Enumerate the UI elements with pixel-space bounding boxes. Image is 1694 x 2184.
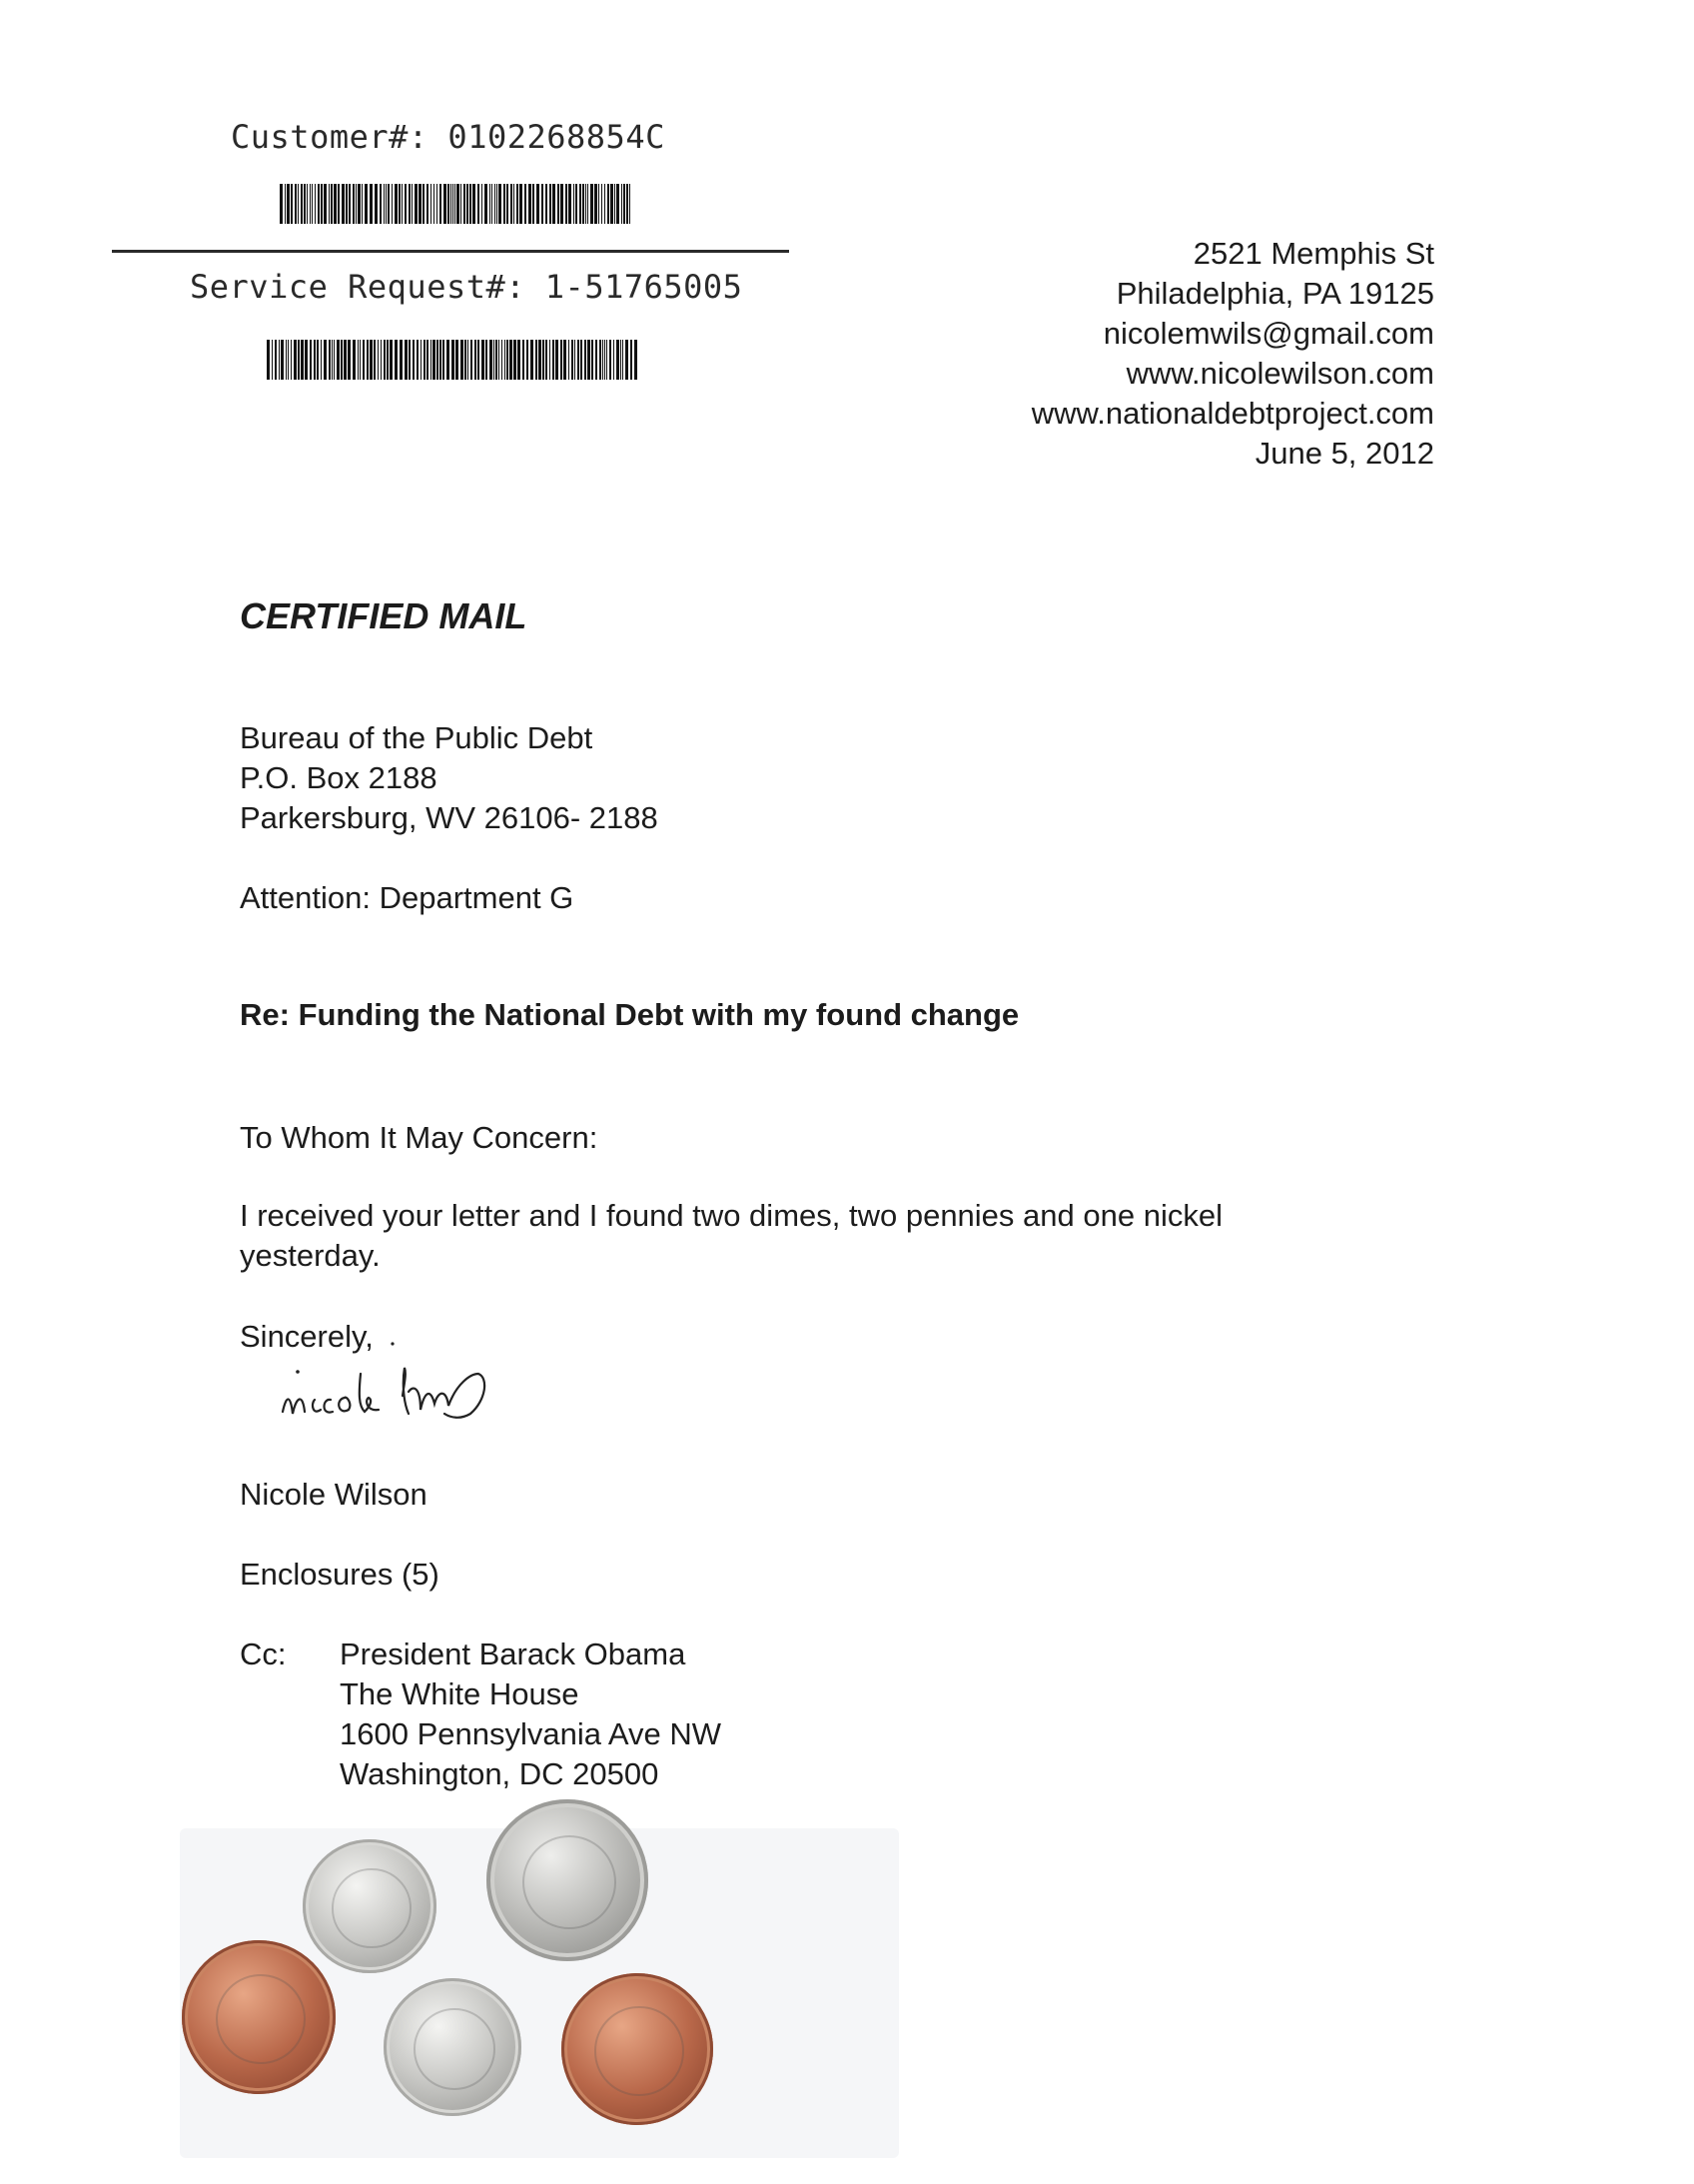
barcode-bar	[367, 340, 369, 380]
barcode-bar	[532, 184, 534, 224]
barcode-bar	[337, 340, 340, 380]
barcode-bar	[315, 184, 316, 224]
barcode-bar	[629, 184, 630, 224]
barcode-bar	[358, 184, 361, 224]
barcode-bar	[331, 184, 333, 224]
barcode-bar	[344, 340, 347, 380]
barcode-bar	[384, 340, 386, 380]
barcode-bar	[395, 184, 398, 224]
barcode-bar	[318, 184, 320, 224]
barcode-bar	[481, 184, 482, 224]
barcode-bar	[506, 340, 508, 380]
barcode-bar	[626, 184, 628, 224]
barcode-bar	[285, 184, 286, 224]
barcode-bar	[365, 184, 368, 224]
closing: Sincerely,	[240, 1319, 374, 1354]
barcode-bar	[606, 340, 607, 380]
barcode-bar	[312, 184, 313, 224]
barcode-bar	[604, 340, 605, 380]
barcode-bar	[400, 340, 403, 380]
sender-city-state-zip: Philadelphia, PA 19125	[1116, 276, 1434, 311]
barcode-bar	[625, 340, 628, 380]
barcode-bar	[305, 340, 308, 380]
barcode-bar	[362, 184, 363, 224]
barcode-bar	[575, 184, 577, 224]
barcode-bar	[509, 340, 512, 380]
barcode-bar	[447, 184, 449, 224]
barcode-bar	[374, 340, 376, 380]
barcode-bar	[571, 340, 573, 380]
barcode-bar	[524, 184, 526, 224]
sender-project-website: www.nationaldebtproject.com	[1031, 396, 1434, 431]
barcode-bar	[568, 340, 569, 380]
barcode-bar	[460, 340, 463, 380]
barcode-bar	[288, 340, 289, 380]
barcode-bar	[329, 340, 331, 380]
barcode-bar	[574, 340, 575, 380]
barcode-bar	[498, 340, 499, 380]
barcode-bar	[610, 184, 613, 224]
barcode-bar	[538, 340, 541, 380]
enclosures-line: Enclosures (5)	[240, 1557, 439, 1592]
barcode-bar	[433, 184, 434, 224]
barcode-bar	[287, 184, 290, 224]
barcode-bar	[549, 184, 551, 224]
barcode-bar	[370, 184, 373, 224]
barcode-bar	[598, 184, 599, 224]
barcode-bar	[378, 340, 379, 380]
barcode-bar	[324, 184, 327, 224]
sender-address	[1032, 234, 1434, 474]
barcode-bar	[334, 340, 335, 380]
barcode-bar	[587, 340, 590, 380]
barcode-bar	[349, 184, 351, 224]
cc-line: The White House	[340, 1676, 579, 1711]
barcode-bar	[623, 184, 625, 224]
barcode-bar	[310, 340, 312, 380]
barcode-bar	[469, 184, 471, 224]
barcode-bar	[460, 184, 461, 224]
barcode-bar	[272, 340, 273, 380]
barcode-bar	[489, 184, 490, 224]
barcode-bar	[584, 340, 586, 380]
barcode-bar	[560, 184, 563, 224]
barcode-bar	[528, 184, 531, 224]
barcode-bar	[485, 340, 487, 380]
barcode-bar	[346, 184, 348, 224]
barcode-bar	[450, 184, 451, 224]
barcode-bar	[630, 340, 632, 380]
service-label: Service Request#:	[190, 268, 526, 306]
barcode-bar	[424, 340, 425, 380]
nickel-coin	[486, 1799, 648, 1961]
barcode-bar	[360, 340, 361, 380]
barcode-bar	[381, 340, 382, 380]
barcode-bar	[307, 184, 308, 224]
barcode-bar	[321, 340, 322, 380]
barcode-bar	[415, 184, 418, 224]
barcode-bar	[436, 340, 438, 380]
barcode-bar	[620, 340, 621, 380]
sender-email: nicolemwils@gmail.com	[1103, 316, 1434, 351]
barcode-bar	[513, 184, 514, 224]
barcode-bar	[545, 184, 547, 224]
barcode-bar	[324, 340, 327, 380]
recipient-line: Bureau of the Public Debt	[240, 720, 593, 755]
barcode-bar	[481, 340, 484, 380]
barcode-bar	[456, 184, 459, 224]
barcode-bar	[348, 340, 351, 380]
barcode-bar	[413, 340, 415, 380]
barcode-bar	[281, 340, 284, 380]
cc-address	[340, 1635, 721, 1794]
barcode-bar	[275, 340, 277, 380]
barcode-bar	[595, 340, 597, 380]
barcode-bar	[496, 184, 497, 224]
barcode-bar	[587, 184, 588, 224]
barcode-bar	[555, 340, 558, 380]
barcode-bar	[504, 340, 505, 380]
barcode-bar	[443, 184, 446, 224]
barcode-bar	[599, 340, 601, 380]
barcode-bar	[535, 340, 537, 380]
barcode-bar	[375, 184, 378, 224]
barcode-bar	[353, 184, 355, 224]
barcode-bar	[405, 340, 408, 380]
barcode-bar	[353, 340, 356, 380]
barcode-bar	[565, 184, 567, 224]
barcode-bar	[454, 184, 455, 224]
barcode-bar	[541, 184, 543, 224]
service-number: 1-51765005	[544, 268, 743, 306]
barcode-bar	[392, 184, 393, 224]
service-request-line	[190, 268, 742, 306]
barcode-bar	[579, 184, 581, 224]
handwritten-signature	[275, 1334, 634, 1444]
barcode-bar	[338, 184, 340, 224]
barcode-bar	[573, 184, 574, 224]
barcode-bar	[498, 184, 501, 224]
barcode-bar	[388, 184, 390, 224]
barcode-bar	[494, 184, 495, 224]
subject-line: Re: Funding the National Debt with my found change	[240, 997, 1020, 1032]
barcode-bar	[332, 340, 333, 380]
barcode-bar	[519, 184, 522, 224]
barcode-bar	[295, 184, 297, 224]
barcode-bar	[474, 340, 476, 380]
barcode-bar	[549, 340, 550, 380]
barcode-bar	[314, 340, 316, 380]
barcode-bar	[412, 184, 413, 224]
barcode-bar	[419, 184, 422, 224]
barcode-bar	[370, 340, 373, 380]
recipient-address	[240, 718, 658, 838]
barcode-bar	[432, 340, 435, 380]
barcode-bar	[298, 184, 299, 224]
barcode-bar	[580, 340, 582, 380]
barcode-bar	[317, 340, 319, 380]
barcode-bar	[466, 184, 468, 224]
barcode-bar	[607, 184, 609, 224]
barcode-bar	[298, 340, 300, 380]
barcode-bar	[609, 340, 611, 380]
recipient-line: P.O. Box 2188	[240, 760, 437, 795]
barcode-bar	[267, 340, 270, 380]
barcode-bar	[516, 184, 518, 224]
barcode-bar	[294, 340, 297, 380]
barcode-bar	[390, 340, 393, 380]
cc-line: 1600 Pennsylvania Ave NW	[340, 1716, 721, 1751]
barcode-bar	[517, 340, 520, 380]
penny-coin	[561, 1973, 713, 2125]
signer-name: Nicole Wilson	[240, 1477, 427, 1512]
barcode-bar	[291, 340, 292, 380]
barcode-bar	[304, 184, 306, 224]
barcode-bar	[613, 340, 614, 380]
attention-line: Attention: Department G	[240, 880, 574, 915]
cc-label: Cc:	[240, 1637, 287, 1671]
barcode-bar	[582, 184, 584, 224]
barcode-bar	[395, 340, 398, 380]
barcode-bar	[291, 184, 293, 224]
barcode-bar	[594, 184, 597, 224]
barcode-bar	[442, 340, 444, 380]
barcode-bar	[526, 340, 528, 380]
barcode-bar	[464, 340, 466, 380]
barcode-bar	[310, 184, 311, 224]
barcode-bar	[405, 184, 407, 224]
barcode-bar	[452, 184, 453, 224]
barcode-bar	[430, 340, 431, 380]
barcode-bar	[417, 340, 419, 380]
barcode-bar	[503, 184, 505, 224]
barcode-bar	[399, 184, 401, 224]
cc-line: Washington, DC 20500	[340, 1756, 659, 1791]
customer-label: Customer#:	[231, 118, 428, 156]
barcode-bar	[591, 340, 593, 380]
barcode-bar	[439, 184, 441, 224]
customer-number: 0102268854C	[447, 118, 665, 156]
barcode-bar	[430, 184, 431, 224]
cc-line: President Barack Obama	[340, 1637, 686, 1671]
barcode-bar	[286, 340, 287, 380]
barcode-bar	[621, 184, 622, 224]
barcode-bar	[495, 340, 497, 380]
barcode-bar	[590, 184, 593, 224]
barcode-bar	[622, 340, 623, 380]
barcode-bar	[409, 340, 411, 380]
barcode-bar	[604, 184, 605, 224]
sender-street: 2521 Memphis St	[1193, 236, 1434, 271]
barcode-bar	[329, 184, 330, 224]
barcode-bar	[301, 340, 304, 380]
barcode-bar	[423, 184, 424, 224]
barcode-bar	[341, 340, 343, 380]
barcode-bar	[506, 184, 508, 224]
header-divider	[112, 250, 789, 253]
barcode-bar	[634, 340, 637, 380]
barcode-bar	[358, 340, 359, 380]
barcode-bar	[321, 184, 323, 224]
barcode-bar	[446, 340, 449, 380]
barcode-bar	[510, 184, 512, 224]
barcode-bar	[536, 184, 539, 224]
barcode-bar	[530, 340, 533, 380]
barcode-bar	[563, 340, 566, 380]
barcode-bar	[280, 184, 283, 224]
barcode-bar	[342, 184, 345, 224]
barcode-bar	[439, 340, 441, 380]
barcode-bar	[334, 184, 337, 224]
barcode-bar	[384, 184, 385, 224]
barcode-bar	[501, 340, 502, 380]
barcode-bar	[426, 340, 428, 380]
customer-barcode	[280, 184, 631, 224]
barcode-bar	[455, 340, 458, 380]
barcode-bar	[552, 184, 555, 224]
barcode-bar	[467, 340, 468, 380]
barcode-bar	[489, 340, 492, 380]
barcode-bar	[560, 340, 562, 380]
letter-date: June 5, 2012	[1255, 436, 1434, 471]
dime-coin	[303, 1839, 436, 1973]
certified-mail-heading: CERTIFIED MAIL	[240, 595, 527, 636]
barcode-bar	[477, 184, 479, 224]
barcode-bar	[557, 184, 559, 224]
salutation: To Whom It May Concern:	[240, 1120, 598, 1155]
barcode-bar	[568, 184, 571, 224]
barcode-bar	[472, 184, 475, 224]
dime-coin	[384, 1978, 521, 2116]
barcode-bar	[601, 184, 602, 224]
barcode-bar	[545, 340, 547, 380]
barcode-bar	[363, 340, 365, 380]
barcode-bar	[577, 340, 579, 380]
barcode-bar	[436, 184, 437, 224]
barcode-bar	[542, 340, 544, 380]
barcode-bar	[426, 184, 428, 224]
barcode-bar	[513, 340, 516, 380]
barcode-bar	[402, 184, 403, 224]
penny-coin	[182, 1940, 336, 2094]
barcode-bar	[491, 184, 492, 224]
barcode-bar	[421, 340, 422, 380]
letter-body: I received your letter and I found two dimes, two pennies and one nickel yesterday.	[240, 1198, 1223, 1273]
barcode-bar	[614, 184, 615, 224]
barcode-bar	[279, 340, 280, 380]
recipient-line: Parkersburg, WV 26106- 2188	[240, 800, 658, 835]
barcode-bar	[470, 340, 472, 380]
sender-website: www.nicolewilson.com	[1126, 356, 1434, 391]
barcode-bar	[451, 340, 454, 380]
barcode-bar	[552, 340, 554, 380]
barcode-bar	[386, 184, 387, 224]
barcode-bar	[602, 340, 603, 380]
barcode-bar	[463, 184, 465, 224]
barcode-bar	[387, 340, 389, 380]
barcode-bar	[493, 340, 494, 380]
barcode-bar	[484, 184, 487, 224]
barcode-bar	[301, 184, 303, 224]
barcode-bar	[616, 184, 619, 224]
barcode-bar	[585, 184, 586, 224]
barcode-bar	[522, 340, 524, 380]
barcode-bar	[616, 340, 619, 380]
barcode-bar	[380, 184, 382, 224]
barcode-bar	[477, 340, 479, 380]
barcode-bar	[409, 184, 411, 224]
customer-number-line	[231, 118, 665, 156]
service-request-barcode	[267, 340, 638, 380]
barcode-bar	[356, 184, 357, 224]
